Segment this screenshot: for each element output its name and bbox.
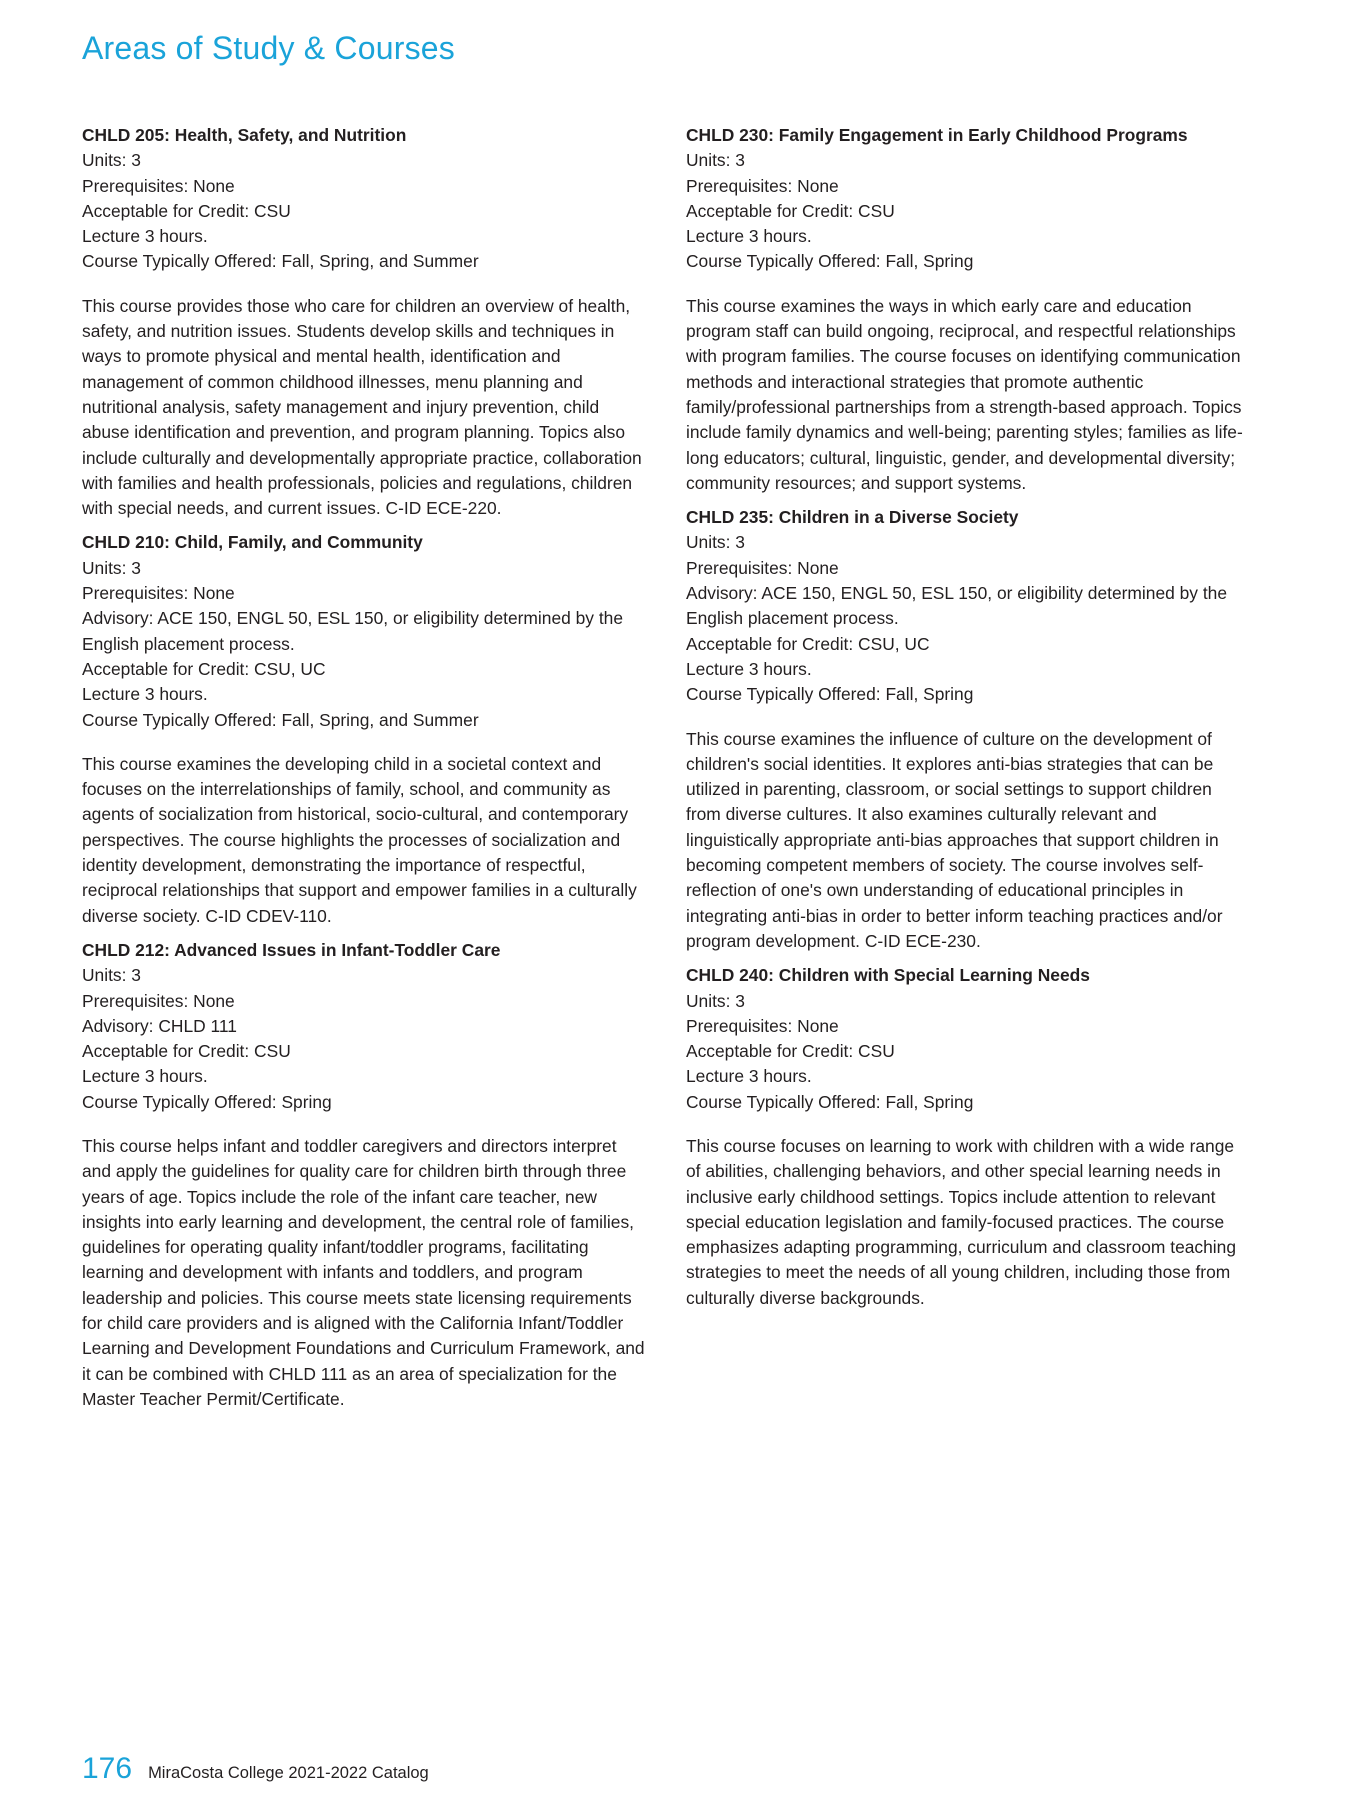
- course-credit: Acceptable for Credit: CSU, UC: [686, 633, 930, 654]
- course-hours: Lecture 3 hours.: [82, 1066, 208, 1087]
- page-number: 176: [82, 1752, 133, 1785]
- course-prerequisites: Prerequisites: None: [686, 1015, 839, 1036]
- course-units: Units: 3: [686, 532, 745, 553]
- course-advisory: Advisory: ACE 150, ENGL 50, ESL 150, or eligibility determined by the English placement process.: [82, 608, 624, 654]
- course-hours: Lecture 3 hours.: [686, 658, 812, 679]
- course-offered: Course Typically Offered: Fall, Spring, and Summer: [82, 251, 479, 272]
- course-description: This course provides those who care for children an overview of health, safety, and nutrition issues. Students develop skills and techniques in ways to promote physical and mental health, identification and management of common childhood illnesses, menu planning and nutritional analysis, safety management and injury prevention, child abuse identification and prevention, and program planning. Topics also include culturally and developmentally appropriate practice, collaboration with families and health professionals, policies and regulations, children with special needs, and current issues. C-ID ECE-220.: [82, 295, 642, 519]
- course-entry: [686, 123, 1251, 496]
- course-description: This course focuses on learning to work with children with a wide range of abilities, challenging behaviors, and other special learning needs in inclusive early childhood settings. Topics include attention to relevant special education legislation and family-focused practices. The course emphasizes adapting programming, curriculum and classroom teaching strategies to meet the needs of all young children, including those from culturally diverse backgrounds.: [686, 1135, 1237, 1308]
- course-title: CHLD 205: Health, Safety, and Nutrition: [82, 125, 407, 145]
- course-description: This course helps infant and toddler caregivers and directors interpret and apply the guidelines for quality care for children birth through three years of age. Topics include the role of the infant care teacher, new insights into early learning and development, the central role of families, guidelines for operating quality infant/toddler programs, facilitating learning and development with infants and toddlers, and program leadership and policies. This course meets state licensing requirements for child care providers and is aligned with the California Infant/Toddler Learning and Development Foundations and Curriculum Framework, and it can be combined with CHLD 111 as an area of specialization for the Master Teacher Permit/Certificate.: [82, 1135, 645, 1409]
- course-description: This course examines the ways in which early care and education program staff can build ongoing, reciprocal, and respectful relationships with program families. The course focuses on identifying communication methods and interactional strategies that promote authentic family/professional partnerships from a strength-based approach. Topics include family dynamics and well-being; parenting styles; families as life-long educators; cultural, linguistic, gender, and developmental diversity; community resources; and support systems.: [686, 295, 1243, 493]
- course-credit: Acceptable for Credit: CSU: [82, 200, 291, 221]
- course-title: CHLD 210: Child, Family, and Community: [82, 532, 423, 553]
- course-entry: [82, 123, 647, 521]
- course-units: Units: 3: [82, 965, 141, 986]
- course-entry: [82, 530, 647, 928]
- page-title: Areas of Study & Courses: [82, 30, 455, 66]
- course-hours: Lecture 3 hours.: [686, 226, 812, 247]
- course-entry: [686, 505, 1251, 954]
- course-title: CHLD 235: Children in a Diverse Society: [686, 507, 1019, 528]
- course-entry: [82, 938, 647, 1412]
- course-prerequisites: Prerequisites: None: [82, 990, 235, 1011]
- course-credit: Acceptable for Credit: CSU: [686, 1041, 895, 1062]
- course-credit: Acceptable for Credit: CSU: [686, 200, 895, 221]
- course-offered: Course Typically Offered: Spring: [82, 1091, 332, 1112]
- course-advisory: Advisory: ACE 150, ENGL 50, ESL 150, or eligibility determined by the English placement process.: [686, 583, 1228, 629]
- course-title: CHLD 230: Family Engagement in Early Childhood Programs: [686, 125, 1188, 145]
- right-column: [686, 123, 1251, 1320]
- course-title: CHLD 240: Children with Special Learning Needs: [686, 965, 1090, 986]
- course-units: Units: 3: [82, 557, 141, 578]
- course-advisory: Advisory: CHLD 111: [82, 1015, 237, 1036]
- course-entry: [686, 963, 1251, 1311]
- left-column: [82, 123, 647, 1421]
- course-units: Units: 3: [686, 150, 745, 171]
- course-credit: Acceptable for Credit: CSU: [82, 1041, 291, 1062]
- course-description: This course examines the developing child in a societal context and focuses on the interrelationships of family, school, and community as agents of socialization from historical, socio-cultural, and contemporary perspectives. The course highlights the processes of socialization and identity development, demonstrating the importance of respectful, reciprocal relationships that support and empower families in a culturally diverse society. C-ID CDEV-110.: [82, 753, 637, 926]
- course-prerequisites: Prerequisites: None: [82, 175, 235, 196]
- course-prerequisites: Prerequisites: None: [82, 583, 235, 604]
- course-description: This course examines the influence of culture on the development of children's social identities. It explores anti-bias strategies that can be utilized in parenting, classroom, or social settings to support children from diverse cultures. It also examines culturally relevant and linguistically appropriate anti-bias approaches that support children in becoming competent members of society. The course involves self-reflection of one's own understanding of educational principles in integrating anti-bias in order to better inform teaching practices and/or program development. C-ID ECE-230.: [686, 728, 1223, 951]
- course-hours: Lecture 3 hours.: [686, 1066, 812, 1087]
- course-hours: Lecture 3 hours.: [82, 684, 208, 705]
- course-offered: Course Typically Offered: Fall, Spring, and Summer: [82, 709, 479, 730]
- page-footer: [82, 1752, 429, 1786]
- course-units: Units: 3: [686, 990, 745, 1011]
- course-hours: Lecture 3 hours.: [82, 226, 208, 247]
- course-offered: Course Typically Offered: Fall, Spring: [686, 1091, 974, 1112]
- course-units: Units: 3: [82, 150, 141, 171]
- course-title: CHLD 212: Advanced Issues in Infant-Toddler Care: [82, 939, 501, 960]
- course-offered: Course Typically Offered: Fall, Spring: [686, 684, 974, 705]
- catalog-name: MiraCosta College 2021-2022 Catalog: [148, 1764, 429, 1782]
- course-offered: Course Typically Offered: Fall, Spring: [686, 251, 974, 272]
- course-prerequisites: Prerequisites: None: [686, 557, 839, 578]
- course-prerequisites: Prerequisites: None: [686, 175, 839, 196]
- course-credit: Acceptable for Credit: CSU, UC: [82, 658, 326, 679]
